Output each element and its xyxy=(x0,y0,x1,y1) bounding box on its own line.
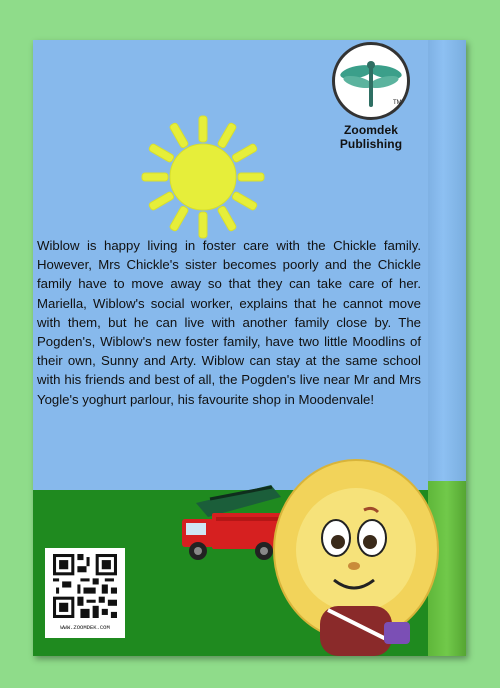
wiblow-character xyxy=(268,440,448,656)
sun-icon xyxy=(128,102,278,252)
logo-circle xyxy=(332,42,410,120)
publisher-logo xyxy=(318,42,424,151)
book-back-cover xyxy=(33,40,466,656)
dragonfly-icon xyxy=(335,45,407,117)
qr-code-icon xyxy=(53,554,117,618)
back-cover-blurb: Wiblow is happy living in foster care with the Chickle family. However, Mrs Chickle's sister becomes poorly and the Chickle family have to move away so that they can take care of her. Mariella, Wiblow's social worker, explains that he cannot move with them, but he can live with another family close by. The Pogden's, Wiblow's new foster family, have two little Moodlins of their own, Sunny and Arty. Wiblow can stay at the same school with his friends and best of all, the Pogden's live near Mr and Mrs Yogle's yoghurt parlour, his favourite shop in Moodenvale! xyxy=(37,238,421,407)
trademark-mark: TM xyxy=(393,100,402,106)
publisher-url: WWW.ZOOMDEK.COM xyxy=(60,624,110,631)
publisher-name: Zoomdek Publishing xyxy=(339,123,403,151)
qr-code-panel xyxy=(45,548,125,638)
